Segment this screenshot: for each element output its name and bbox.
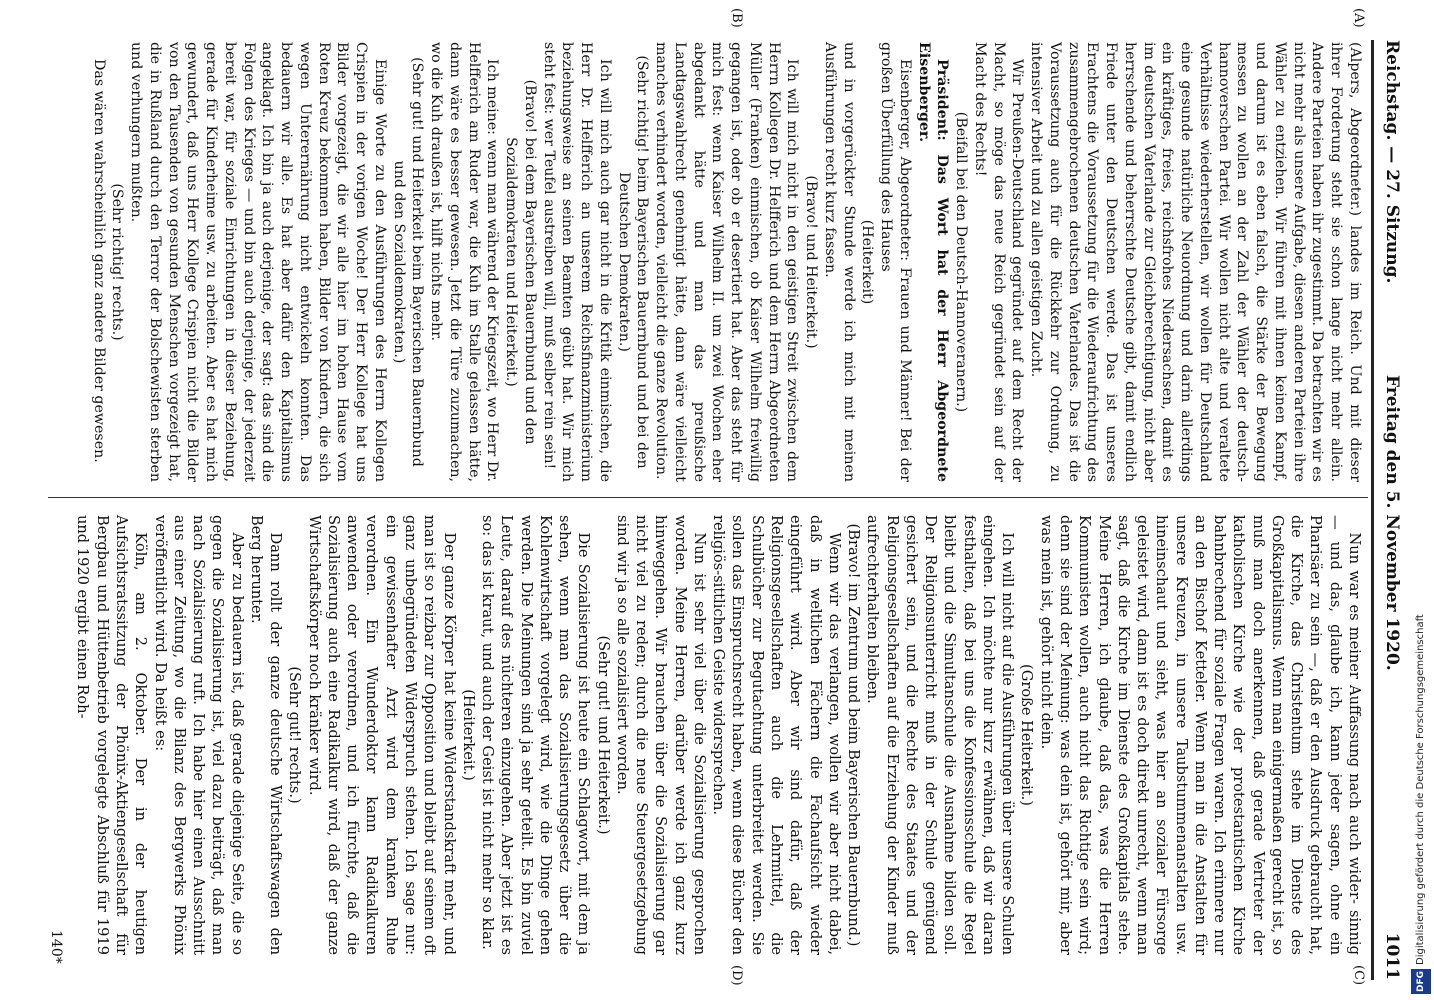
header-date: Freitag den 5. November 1920.	[1382, 375, 1402, 671]
margin-mark-a: (A)	[1351, 8, 1366, 28]
dfg-logo-icon: DFG	[1411, 969, 1431, 994]
paragraph: Ich will mich auch gar nicht in die Kritik einmischen, die Herr Dr. Helfferich an unserem Reichsfinanzministerium beziehungsweise an seinen Beamten geübt hat. Wir mich steht fest: wer Teufel austreiben will, muß selber rein sein!	[540, 42, 613, 482]
column-divider	[48, 497, 1368, 498]
right-column	[73, 515, 1364, 955]
paragraph: Die Sozialisierung ist heute ein Schlagwort, mit dem ja sehen, wenn man das Sozialisierungsgesetz über die Kohlenwirtschaft vorgelegt wird, wie die Dinge gehen werden. Die Meinungen sind ja sehr geteilt. Es bin zuviel Leute, darauf des nüchteren einzugehen. Aber jetzt ist es so: das ist kraut, und auch der Geist ist nicht mehr so klar.	[479, 515, 593, 955]
quoted-paragraph: Köln, am 2. Oktober. Der in der heutigen Aufsichtsratssitzung der Phönix-Aktiengesellschaft für Bergbau und Hüttenbetrieb vorgelegte Abschluß für 1919 und 1920 ergibt einen Roh-	[74, 515, 150, 955]
interjection: (Bravo! bei dem Bayerischen Bauernbund und den Sozialdemokraten und Heiterkeit.)	[503, 79, 538, 445]
margin-mark-b: (B)	[729, 8, 744, 28]
paragraph: Wir Preußen-Deutschland gegründet auf dem Recht der Macht, so möge das neue Reich gegründet sein auf der Macht des Rechts!	[972, 42, 1026, 482]
paragraph: Nun ist sehr viel über die Sozialisierung gesprochen worden. Meine Herren, darüber werde ich ganz kurz hinweggehen. Wir brauchen über die Sozialisierung gar nicht viel zu reden; durch die neue Steuergesetzgebung sind wir ja so alle sozialisiert worden.	[613, 515, 708, 955]
interjection: (Beifall bei den Deutsch-Hannoveranern.)	[953, 111, 970, 413]
margin-mark-c: (C)	[1351, 965, 1366, 986]
paragraph: Das wären wahrscheinlich ganz andere Bilder gewesen.	[90, 59, 107, 463]
interjection: (Bravo! und Heiterkeit.)	[803, 175, 820, 349]
signature-mark: 140*	[48, 930, 64, 964]
paragraph: Dann rollt der ganze deutsche Wirtschaftswagen den Berg herunter.	[247, 515, 285, 955]
page-header	[1376, 40, 1406, 980]
speaker-paragraph: Eisenberger, Abgeordneter: Frauen und Männer! Bei der großen Überfüllung des Hauses	[878, 42, 913, 482]
left-column	[89, 42, 1364, 482]
interjection: (Große Heiterkeit.)	[1018, 664, 1036, 806]
header-left: Reichstag. — 27. Sitzung.	[1382, 40, 1402, 284]
interjection: (Heiterkeit.)	[459, 689, 477, 781]
interjection: (Sehr gut! und Heiterkeit.)	[594, 635, 612, 835]
header-rule	[1371, 40, 1374, 980]
paragraph: (Alpers, Abgeordneter.) landes im Reich. Und mit dieser ihrer Forderung steht sie schon lange nicht mehr allein. Andere Parteien haben ihr zugestimmt. Da betrachten wir es nicht mehr als unsere Aufgabe, diesen anderen Parteien ihre Wähler zu entziehen. Wir führen mit ihnen keinen Kampf, und darum ist es eben falsch, die Stärke der Bewegung messen zu wollen an der Zahl der Wähler der deutsch-hannoverschen Partei. Wir wollen nicht alte und veraltete Verhältnisse wiederherstellen, wir wollen für Deutschland eine gesunde natürliche Neuordnung und darin allerdings ein kräftiges, freies, reichsfrohes Niedersachsen, damit es im deutschen Vaterlande zur Gleichberechtigung, nicht aber herrschende und beherrschte Deutsche gibt, damit endlich Friede unter den Deutschen werde. Das ist unseres Erachtens die Voraussetzung für die Wiederaufrichtung des zusammengebrochenen deutschen Vaterlandes. Das ist die Voraussetzung auch für die Rückkehr zur Ordnung, zu intensiver Arbeit und zu allen geistigen Zucht.	[1028, 42, 1363, 482]
paragraph: und in vorgerückter Stunde werde ich mich mit meinen Ausführungen recht kurz fassen.	[822, 42, 857, 482]
paragraph: Ich meine: wenn man während der Kriegszeit, wo Herr Dr. Helfferich am Ruder war, die Kuh im Stalle gelassen hätte, dann wäre es besser gewesen. Jetzt die Türe zuzumachen, wo die Kuh draußen ist, hilft nichts mehr.	[428, 42, 501, 482]
funding-note: Digitalisierung gefördert durch die Deutsche Forschungsgemeinschaft	[1415, 614, 1426, 965]
paragraph: Der ganze Körper hat keine Widerstandskraft mehr, und man ist so reizbar zur Opposition und bleibt auf seinem oft ganz unbegründeten Widerspruch stehen. Ich sage nur: ein gewissenhafter Arzt wird dem kranken Ruhe verordnen. Ein Wunderdoktor kann Radikalkuren anwenden oder verordnen, und ich fürchte, daß die Sozialisierung auch eine Radikalkur wird, daß der ganze Wirtschaftskörper noch kränker wird.	[305, 515, 458, 955]
funding-footer	[1411, 6, 1431, 994]
paragraph: Aber zu bedauern ist, daß gerade diejenige Seite, die so gegen die Sozialisierung ist, viel dazu beiträgt, daß man nach Sozialisierung ruft. Ich habe hier einen Ausschnitt aus einer Zeitung, wo die Bilanz des Bergwerks Phönix veröffentlicht wird. Da heißt es:	[151, 515, 246, 955]
header-page-number: 1011	[1382, 932, 1402, 980]
paragraph: Wenn wir das verlangen, wollen wir aber nicht dabei, daß in weltlichen Fächern die Fachaufsicht wieder eingeführt wird. Aber wir sind dafür, daß der Religionsgesellschaften auch die Lehrmittel, die Schulbücher zur Begutachtung unterbreitet werden. Sie sollen das Einspruchsrecht haben, wenn diese Bücher den religiös-sittlichen Geiste widersprechen.	[710, 515, 843, 955]
paragraph: Nun war es meiner Auffassung nach auch wider- sinnig — und das, glaube ich, kann jeder sagen, ohne ein Pharisäer zu sein —, daß er den Ausdruck gebraucht hat, die Kirche, das Christentum stehe im Dienste des Großkapitalismus. Wenn man einigermaßen gerecht ist, so muß man doch anerkennen, daß gerade Vertreter der katholischen Kirche wie der protestantischen Kirche bahnbrechend für soziale Fragen waren. Ich erinnere nur an den Bischof Ketteler. Wenn man in die Anstalten für unsere Kreuzen, in unsere Taubstummenanstalten usw. hineinschaut und sieht, was hier an sozialer Fürsorge geleistet wird, dann ist es doch direkt unrecht, wenn man sagt, daß die Kirche im Dienste des Großkapitals stehe. Meine Herren, ich glaube, daß das, was die Herren Kommunisten wollen, auch nicht das Richtige sein wird; denn sie sind der Meinung: was dein ist, gehört mir, aber was mein ist, gehört nicht dein.	[1037, 515, 1363, 955]
paragraph: Ich will nicht auf die Ausführungen über unsere Schulen eingehen. Ich möchte nur kurz erwähnen, daß wir daran festhalten, daß bei uns die Konfessionsschule die Regel bleibt und die Simultanschule die Ausnahme bilden soll. Der Religionsunterricht muß in der Schule genügend gesichert sein, und die Rechte des Staates und der Religionsgesellschaften auf die Erziehung der Kinder muß aufrechterhalten bleiben.	[864, 515, 1017, 955]
interjection: (Heiterkeit)	[859, 219, 876, 305]
speaker-paragraph: Präsident: Das Wort hat der Herr Abgeordnete Eisenberger.	[915, 42, 951, 482]
margin-mark-d: (D)	[729, 965, 744, 986]
interjection: (Sehr richtig! rechts.)	[109, 183, 126, 341]
paragraph: Ich will mich nicht in den geistigen Streit zwischen dem Herrn Kollegen Dr. Helfferich und dem Herrn Abgeordneten Müller (Franken) einmischen, ob Kaiser Wilhelm freiwillig gegangen ist, oder ob er desertiert hat. Aber das steht für mich fest: wenn Kaiser Wilhelm II. um zwei Wochen eher abgedankt hätte und man das preußische Landtagswahlrecht genehmigt hätte, dann wäre vielleicht manches verhindert worden, vielleicht die ganze Revolution.	[653, 42, 801, 482]
interjection: (Sehr richtig! beim Bayerischen Bauernbund und bei den Deutschen Demokraten.)	[615, 55, 651, 469]
paragraph: Einige Worte zu den Ausführungen des Herrn Kollegen Crispien in der vorigen Woche! Der Herr Kollege hat uns Bilder vorgezeigt, die wir alle hier im hohen Hause vom Roten Kreuz bekommen haben, Bilder von Kindern, die sich wegen Unterernährung nicht entwickeln konnten. Das bedauern wir alle. Es hat aber dafür den Kapitalismus angeklagt. Ich bin ja auch derjenige, der sagt: das sind die Folgen des Krieges — und bin auch derjenige, der jederzeit bereit war, für soziale Einrichtungen in dieser Beziehung, gerade für Kinderheime usw. zu arbeiten. Aber es hat mich gewundert, daß uns Herr Kollege Crispien nicht die Bilder von den Tausenden von gesunden Menschen vorgezeigt hat, die in Rußland durch den Terror der Bolschewisten sterben und verhungern mußten.	[128, 42, 388, 482]
interjection: (Sehr gut! rechts.)	[286, 666, 304, 804]
interjection: (Sehr gut! und Heiterkeit beim Bayerischen Bauernbund und den Sozialdemokraten.)	[390, 57, 426, 467]
interjection: (Bravo! im Zentrum und beim Bayerischen Bauernbund.)	[845, 523, 863, 947]
